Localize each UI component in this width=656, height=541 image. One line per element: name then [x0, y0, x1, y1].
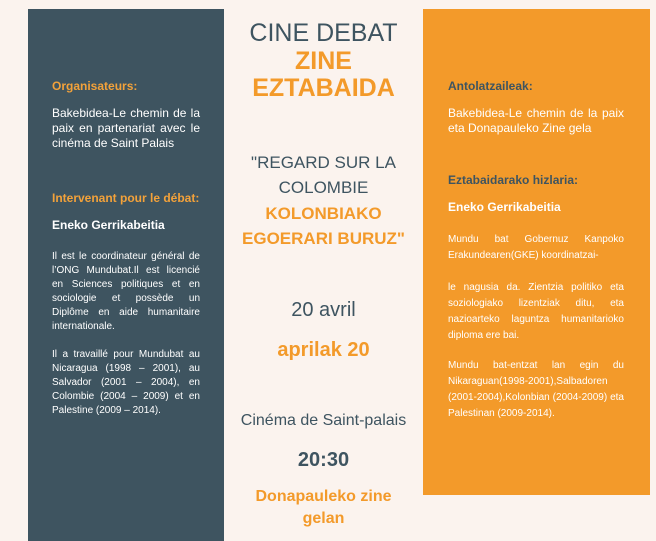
left-panel: [28, 9, 224, 541]
title-eu-2: EZTABAIDA: [252, 74, 395, 102]
speaker-heading: Intervenant pour le débat:: [52, 191, 200, 205]
title-eu-1: ZINE: [295, 47, 352, 75]
venue-fr: Cinéma de Saint-palais: [240, 412, 407, 429]
speaker-bio-2: Il a travaillé pour Mundubat au Nicaragua (1998 – 2001), au Salvador (2001 – 2004), en Colombie (2004 – 2009) et en Palestine (2009 – 2014).: [52, 349, 200, 416]
organizers-text: Bakebidea-Le chemin de la paix en partenariat avec le cinéma de Saint Palais: [52, 106, 200, 150]
date-eu: aprilak 20: [277, 339, 370, 361]
speaker-name-eu: Eneko Gerrikabeitia: [448, 200, 561, 214]
speaker-bio-eu-3: Mundu bat-entzat lan egin du Nikaraguan(1998-2001),Salbadoren (2001-2004),Kolonbian (2004-2009) eta Palestinan (2009-2014).: [448, 360, 624, 419]
speaker-bio-1: Il est le coordinateur général de l’ONG Mundubat.Il est licencié en Sciences politiques et en sociologie et possède un Diplôme en aide humanitaire internationale.: [52, 251, 200, 332]
date-fr: 20 avril: [291, 299, 356, 321]
subtitle-fr-2: COLOMBIE: [278, 178, 369, 197]
title-fr: CINE DEBAT: [249, 19, 398, 47]
subtitle-eu-1: KOLONBIAKO: [265, 204, 382, 223]
speaker-heading-eu: Eztabaidarako hizlaria:: [448, 173, 579, 187]
venue-eu-1: Donapauleko zine: [255, 488, 392, 505]
speaker-bio-eu-1: Mundu bat Gobernuz Kanpoko Erakundearen(GKE) koordinatzai-: [448, 234, 624, 261]
organizers-text-eu: Bakebidea-Le chemin de la paix eta Donapauleko Zine gela: [448, 106, 624, 135]
speaker-name: Eneko Gerrikabeitia: [52, 218, 165, 232]
subtitle-fr-1: "REGARD SUR LA: [251, 153, 396, 172]
venue-eu-2: gelan: [302, 510, 345, 527]
speaker-bio-eu-2: le nagusia da. Zientzia politiko eta soziologiako lizentziak ditu, eta nazioarteko laguntza humanitarioko diploma ere bai.: [448, 282, 624, 341]
organizers-heading: Organisateurs:: [52, 79, 138, 93]
right-panel: [423, 9, 650, 495]
event-time: 20:30: [297, 449, 350, 471]
subtitle-eu-2: EGOERARI BURUZ": [242, 229, 405, 248]
organizers-heading-eu: Antolatzaileak:: [448, 79, 533, 93]
